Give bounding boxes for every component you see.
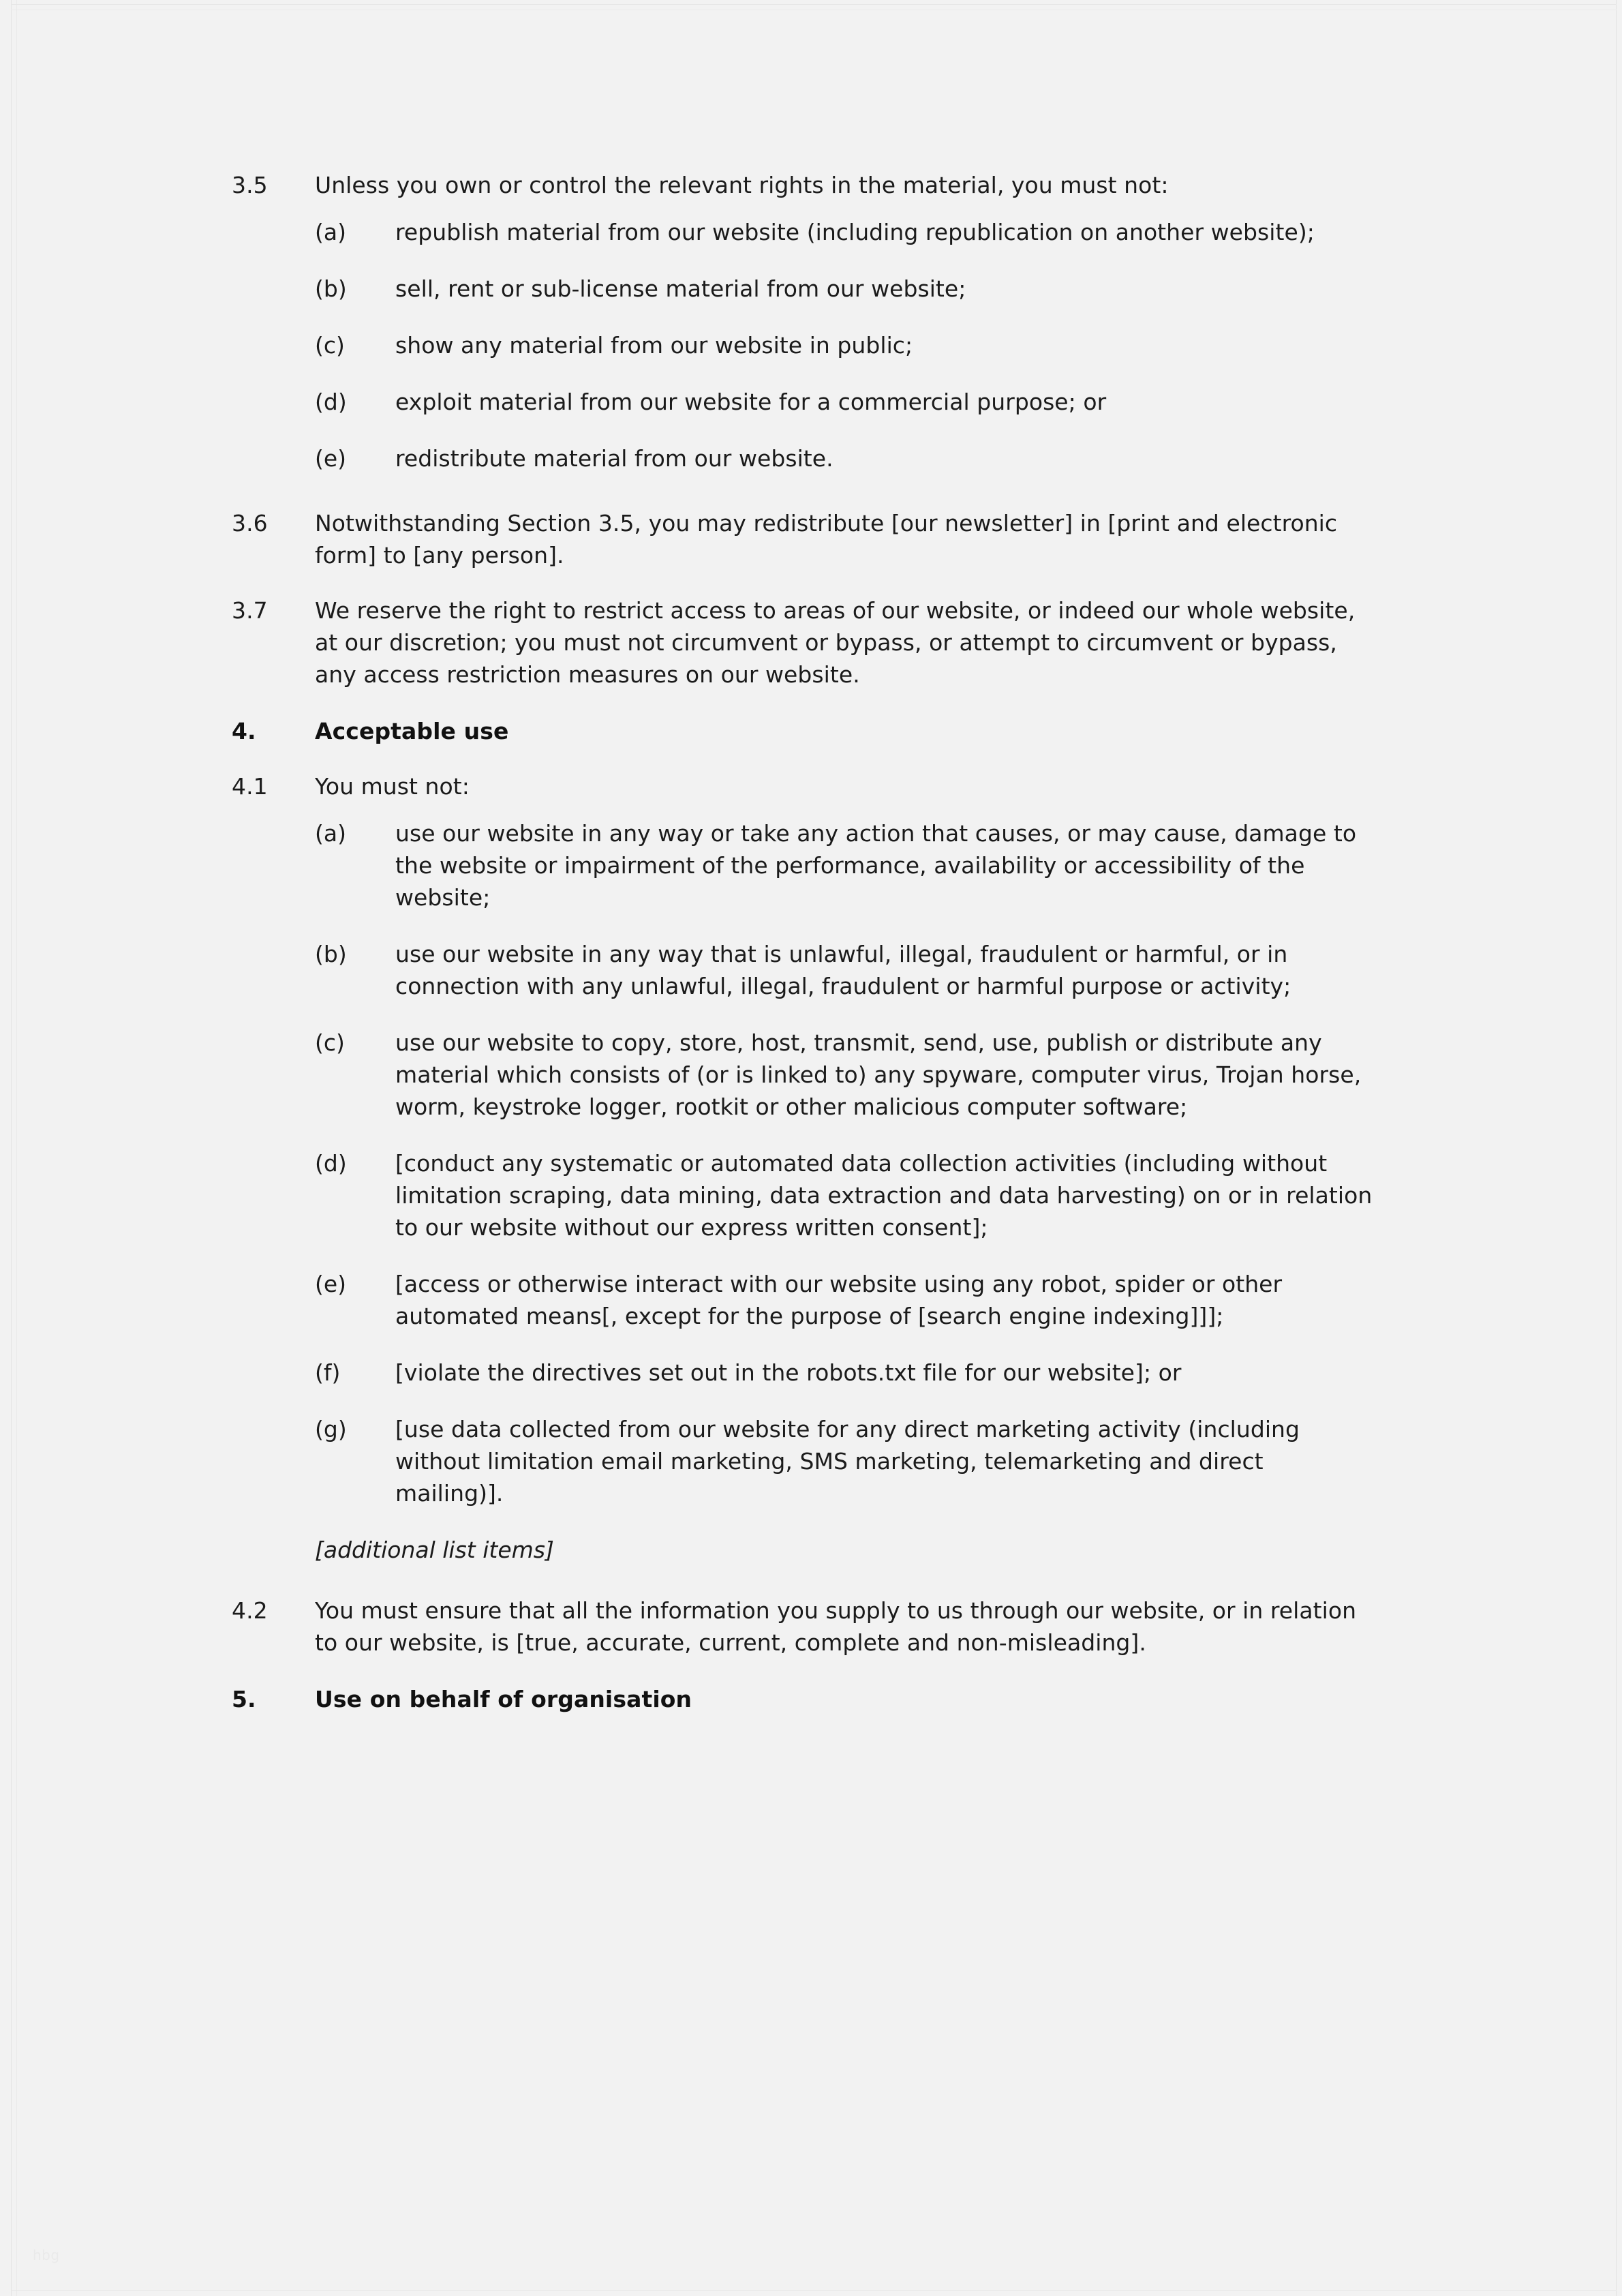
clause-number: 4.1 <box>232 773 268 800</box>
section-title: Acceptable use <box>315 718 509 744</box>
spacer <box>232 499 1377 507</box>
list-item <box>232 1357 1377 1389</box>
list-item-marker: (a) <box>315 219 346 245</box>
page-border-left <box>11 0 12 2296</box>
list-item <box>232 216 1377 248</box>
list-item <box>232 386 1377 418</box>
clause-4-2 <box>232 1595 1377 1659</box>
list-item <box>232 1413 1377 1509</box>
section-heading-5 <box>232 1683 1377 1715</box>
list-item-text: [violate the directives set out in the robots.txt file for our website]; or <box>395 1359 1182 1386</box>
spacer <box>232 1586 1377 1595</box>
list-item-marker: (a) <box>315 820 346 847</box>
list-item-marker: (f) <box>315 1359 341 1386</box>
sublist-4-1 <box>232 817 1377 1509</box>
list-item-marker: (g) <box>315 1416 347 1442</box>
list-item-text: redistribute material from our website. <box>395 445 833 472</box>
list-item-text: show any material from our website in public; <box>395 332 913 359</box>
page-border-top <box>11 4 1617 5</box>
list-item-marker: (c) <box>315 1029 345 1056</box>
clause-text: You must not: <box>315 773 470 800</box>
list-item-text: exploit material from our website for a commercial purpose; or <box>395 389 1107 415</box>
list-item-marker: (b) <box>315 941 347 967</box>
clause-text: We reserve the right to restrict access to areas of our website, or indeed our whole website, at our discretion; you must not circumvent or bypass, or attempt to circumvent or bypass, any access restriction measures on our website. <box>315 597 1356 688</box>
list-item-marker: (e) <box>315 1271 347 1297</box>
sublist-3-5 <box>232 216 1377 474</box>
clause-text: You must ensure that all the information you supply to us through our website, or in relation to our website, is [true, accurate, current, complete and non-misleading]. <box>315 1597 1357 1656</box>
list-item-text: use our website in any way or take any action that causes, or may cause, damage to the website or impairment of the performance, availability or accessibility of the website; <box>395 820 1357 911</box>
list-item <box>232 817 1377 913</box>
clause-4-1 <box>232 770 1377 802</box>
clause-text: Notwithstanding Section 3.5, you may redistribute [our newsletter] in [print and electronic form] to [any person]. <box>315 510 1338 569</box>
spacer <box>232 586 1377 594</box>
document-body <box>232 169 1377 1738</box>
list-item-text: [conduct any systematic or automated data collection activities (including without limitation scraping, data mining, data extraction and data harvesting) on or in relation to our website without our express written consent]; <box>395 1150 1373 1241</box>
page-watermark: hbg <box>33 2247 60 2263</box>
clause-text: Unless you own or control the relevant rights in the material, you must not: <box>315 172 1169 198</box>
clause-3-6 <box>232 507 1377 571</box>
list-item-text: [use data collected from our website for any direct marketing activity (including without limitation email marketing, SMS marketing, telemarketing and direct mailing)]. <box>395 1416 1300 1507</box>
section-heading-4 <box>232 715 1377 747</box>
clause-3-7 <box>232 594 1377 691</box>
clause-number: 3.5 <box>232 172 268 198</box>
list-item-text: use our website in any way that is unlawful, illegal, fraudulent or harmful, or in connection with any unlawful, illegal, fraudulent or harmful purpose or activity; <box>395 941 1291 999</box>
list-item <box>232 1147 1377 1243</box>
list-item-text: [access or otherwise interact with our website using any robot, spider or other automated means[, except for the purpose of [search engine indexing]]]; <box>395 1271 1283 1329</box>
list-item-text: republish material from our website (including republication on another website); <box>395 219 1315 245</box>
section-number: 4. <box>232 718 256 744</box>
list-item <box>232 1027 1377 1123</box>
list-item-text: use our website to copy, store, host, transmit, send, use, publish or distribute any material which consists of (or is linked to) any spyware, computer virus, Trojan horse, worm, keystroke logger, rootkit or other malicious computer software; <box>395 1029 1362 1120</box>
list-item <box>232 1268 1377 1332</box>
list-item <box>232 442 1377 474</box>
page-border-right <box>1616 0 1617 2296</box>
list-item-text: sell, rent or sub-license material from our website; <box>395 275 966 302</box>
list-item <box>232 329 1377 361</box>
list-item-marker: (e) <box>315 445 347 472</box>
list-item <box>232 938 1377 1002</box>
clause-3-5 <box>232 169 1377 201</box>
clause-number: 3.7 <box>232 597 268 624</box>
additional-items-note: [additional list items] <box>315 1537 554 1563</box>
list-item-marker: (b) <box>315 275 347 302</box>
clause-number: 3.6 <box>232 510 268 537</box>
list-item-marker: (d) <box>315 1150 347 1177</box>
page-border-bottom <box>11 2290 1617 2291</box>
list-item-marker: (d) <box>315 389 347 415</box>
list-item <box>232 273 1377 305</box>
page-border-left-inner <box>16 0 17 2296</box>
section-number: 5. <box>232 1686 256 1712</box>
section-title: Use on behalf of organisation <box>315 1686 692 1712</box>
list-item-marker: (c) <box>315 332 345 359</box>
clause-number: 4.2 <box>232 1597 268 1624</box>
